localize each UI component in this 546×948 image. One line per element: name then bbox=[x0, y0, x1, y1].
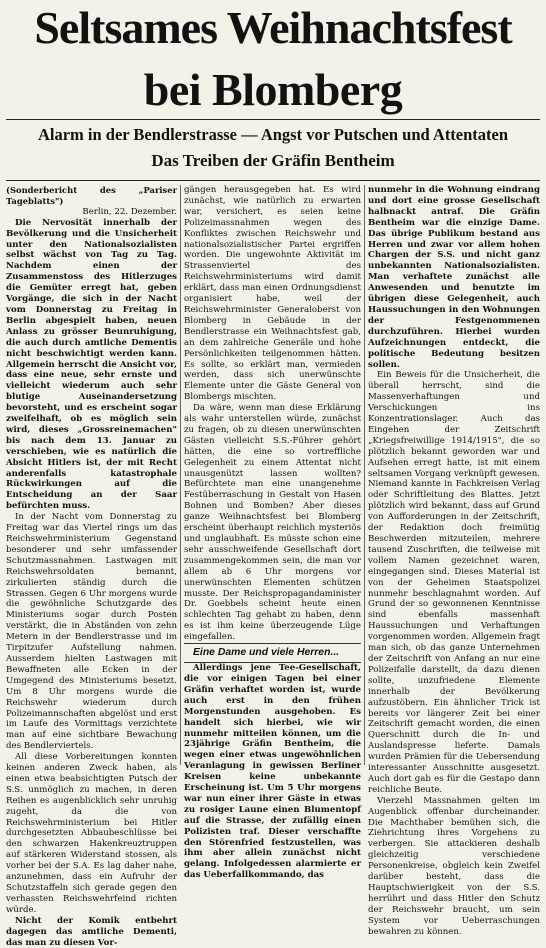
body-paragraph: Ein Beweis für die Unsicherheit, die überall herrscht, sind die Massenverhaftungen und Verschickungen ins Konzentrationslager. Auch das Eingehen der Zeitschrift „Kriegsfreiwillige 1914/1915", die so plötzlich bekannt geworden war und Aufsehen erregt hatte, ist mit einem seltsamen Vorgang verknüpft gewesen. Niemand kannte in Fachkreisen Verlag oder Schriftleitung des Blattes. Jetzt plötzlich wird bekannt, dass auf Grund von Aufforderungen in der Zeitschrift, der Redaktion doch freimütig Beschwerden mitzuteilen, mehrere tausend Zuschriften, die teilweise mit vollem Namen gezeichnet waren, eingegangen sind. Dieses Material ist von der Geheimen Staatspolizei nunmehr beschlagnahmt worden. Auf Grund der so gewonnenen Kenntnisse sind ebenfalls massenhaft Haussuchungen und Verhaftungen vorgenommen worden. Allgemein fragt man sich, ob das ganze Unternehmen der Zeitschrift von Anfang an nur eine Polizeifalle darstellt, da dazu dienen sollte, unzufriedene Elemente innerhalb der Bevölkerung aufzustöbern. Ein ähnlicher Trick ist bereits vor längerer Zeit bei einer Zeitschrift gemacht worden, die einen Querschnitt durch die In- und Auslandspresse lieferte. Damals wurden Prämien für die Uebersendung interessanter Ausschnitte ausgesetzt. Auch dort gab es für die Gestapo dann reichliche Beute. bbox=[368, 370, 540, 795]
headline-rule bbox=[6, 119, 540, 120]
headline-line-2: bei Blomberg bbox=[143, 64, 403, 115]
body-paragraph: Allerdings jene Tee-Gesellschaft, die vor einigen Tagen bei einer Gräfin verhaftet worden ist, wurde auch erst in den frühen Morgenstunden ausgehoben. Es handelt sich hierbei, wie wir nunmehr mitteilen können, um die 23jährige Gräfin Bentheim, die wegen einer etwas ungewöhnlichen Veranlagung in gewissen Berliner Kreisen keine unbekannte Erscheinung ist. Um 5 Uhr morgens war nun einer ihrer Gäste in etwas zu rosiger Laune einen Blumentopf auf die Strasse, der zufällig einen Polizisten traf. Dieser verschaffte den Störenfried festzustellen, was ihm aber allein zunächst nicht gelang. Infolgedessen alarmierte er das Ueberfallkommando, das bbox=[184, 663, 361, 881]
article-column-2 bbox=[184, 185, 361, 881]
body-paragraph: Vierzehl Massnahmen gelten im Augenblick offenbar durcheinander. Die Machthaber bemühen sich, die Ziehrichtung ihres Vorgehens zu verbergen. Sie attackieren deshalb gleichzeitig verschiedene Personenkreise, obgleich kein Zweifel darüber besteht, dass die Hauptschwierigkeit von der S.S. herrührt und dass Hitler den Schutz der Reichswehr braucht, um sein System vor Ueberraschungen bewahren zu können. bbox=[368, 795, 540, 937]
byline: (Sonderbericht des „Pariser Tageblatts") bbox=[6, 185, 177, 206]
body-paragraph: In der Nacht vom Donnerstag zu Freitag war das Viertel rings um das Reichswehrministerium Gegenstand besonderer und sehr umfassender Schutzmassnahmen. Lastwagen mit Reichswehrsoldaten bemannt, zirkulierten ständig durch die Strassen. Gegen 6 Uhr morgens wurde die gewöhnliche Schutzgarde des Ministeriums sogar durch Posten verstärkt, die in Abständen von zehn Metern in der Bendlerstrasse und im Tirpitzufer Aufstellung nahmen. Ausserdem hielten Lastwagen mit Bewaffneten alle Ecken in der Umgegend des Ministeriums besetzt. Um 8 Uhr morgens wurde die Reichswehr wiederum durch Polizeimannschaften abgelöst und erst im Laufe des Vormittags verzichtete man auf eine sichtbare Bewachung des Bendlerviertels. bbox=[6, 512, 177, 752]
deck-line-2: Das Treiben der Gräfin Bentheim bbox=[151, 151, 395, 170]
deck-line-1: Alarm in der Bendlerstrasse — Angst vor Putschen und Attentaten bbox=[37, 125, 509, 144]
article-column-1 bbox=[6, 185, 177, 948]
body-paragraph: gängen herausgegeben hat. Es wird zunächst, wie natürlich zu erwarten war, versichert, es seien keine Polizeimassnahmen wegen des Konfliktes zwischen Reichswehr und nationalsozialistischer Partei ergriffen worden. Die ungewohnte Aktivität im Strassenviertel des Reichswehrministeriums wird damit erklärt, dass man einen Ordnungsdienst organisiert habe, weil der Reichswehrminister Generaloberst von Blomberg in Gebäude in der Bendlerstrasse ein Weihnachtsfest gab, an dem zahlreiche Generäle und hohe Persönlichkeiten teilgenommen hätten. Es sollte, so erklärt man, vermieden werden, dass sich unerwünschte Elemente unter die Gäste General von Blombergs mischten. bbox=[184, 185, 361, 403]
column-divider-2 bbox=[364, 185, 365, 765]
lead-paragraph: Die Nervosität innerhalb der Bevölkerung und die Unsicherheit unter den Nationalsozialisten selbst wächst von Tag zu Tag. Nachdem einen der Zusammenstoss des Hitlerzuges die Gemüter erregt hat, geben Vorgänge, die sich in der Nacht vom Donnerstag zu Freitag in Berlin abgespielt haben, neuen Anlass zu grösser Beunruhigung, die auch durch amtliche Dementis nicht beschwichtigt werden kann. Allgemein herrscht die Ansicht vor, dass eine neue, sehr ernste und vielleicht wiederum auch sehr blutige Auseinandersetzung bevorsteht, und es erscheint sogar zweifelhaft, ob es möglich sein wird, dieses „Grossreinemachen" bis nach dem 13. Januar zu verschieben, wie es natürlich die Absicht Hitlers ist, der mit Recht anderenfalls katastrophale Rückwirkungen auf die Entscheidung an der Saar befürchten muss. bbox=[6, 217, 177, 512]
section-subheading: Eine Dame und viele Herren... bbox=[184, 643, 361, 663]
article-column-3 bbox=[368, 185, 540, 937]
body-paragraph: nunmehr in die Wohnung eindrang und dort eine grosse Gesellschaft halbnackt antraf. Die Gräfin Bentheim war die einzige Dame. Das übrige Publikum bestand aus Herren und zwar vor allem hohen Chargen der S.S. und nicht ganz unbekannten Nationalsozialisten. Man verhaftete zunächst alle Anwesenden und benutzte im übrigen diese Gelegenheit, auch Haussuchungen in den Wohnungen der Festgenommenen durchzuführen. Hierbei wurden Aufzeichnungen entdeckt, die politische Bedeutung besitzen sollen. bbox=[368, 185, 540, 370]
dateline: Berlin, 22. Dezember. bbox=[82, 206, 177, 217]
body-paragraph: Da wäre, wenn man diese Erklärung als wahr unterstellen würde, zunächst zu fragen, ob zu diesen unerwünschten Gästen vielleicht S.S.-Führer gehört hätten, die eine so vortreffliche Gelegenheit zu einem Attentat nicht unausgenützt lassen wollten? Befürchtete man eine unangenehme Festüberraschung in Gestalt von Hasen Bohnen und Bomben? Aber dieses ganze Weihnachtsfest bei Blomberg erscheint überhaupt reichlich mysteriös und unglaubhaft. Es müsste schon eine sehr ausschweifende Gesellschaft dort zusammengekommen sein, die man vor allem ab 6 Uhr morgens vor unerwünschten Elementen schützen musste. Der Reichspropagandaminister Dr. Goebbels scheint heute einen schlechten Tag gehabt zu haben, denn es ist ihm keine überzeugende Lüge eingefallen. bbox=[184, 403, 361, 643]
column-divider-1 bbox=[180, 185, 181, 765]
body-paragraph: Nicht der Komik entbehrt dagegen das amtliche Dementi, das man zu diesen Vor- bbox=[6, 915, 177, 948]
body-paragraph: All diese Vorbereitungen konnten keinen anderen Zweck haben, als einen etwa beabsichtigten Putsch der S.S. unmöglich zu machen, in deren Reihen es augenblicklich sehr unruhig zugeht, da die von Reichswehrministerium bei Hitler durchgesetzten Abbaubeschlüsse bei den schwarzen Hakenkreuztruppen auf stärkeren Widerstand stossen, als vorher bei der S.A. Es lag daher nahe, anzunehmen, dass ein Aufruhr der Schutzstaffeln sich gerade gegen den verhassten Reichswehrfeind richten würde. bbox=[6, 752, 177, 915]
deck-rule bbox=[6, 180, 540, 181]
headline-line-1: Seltsames Weihnachtsfest bbox=[34, 2, 512, 53]
